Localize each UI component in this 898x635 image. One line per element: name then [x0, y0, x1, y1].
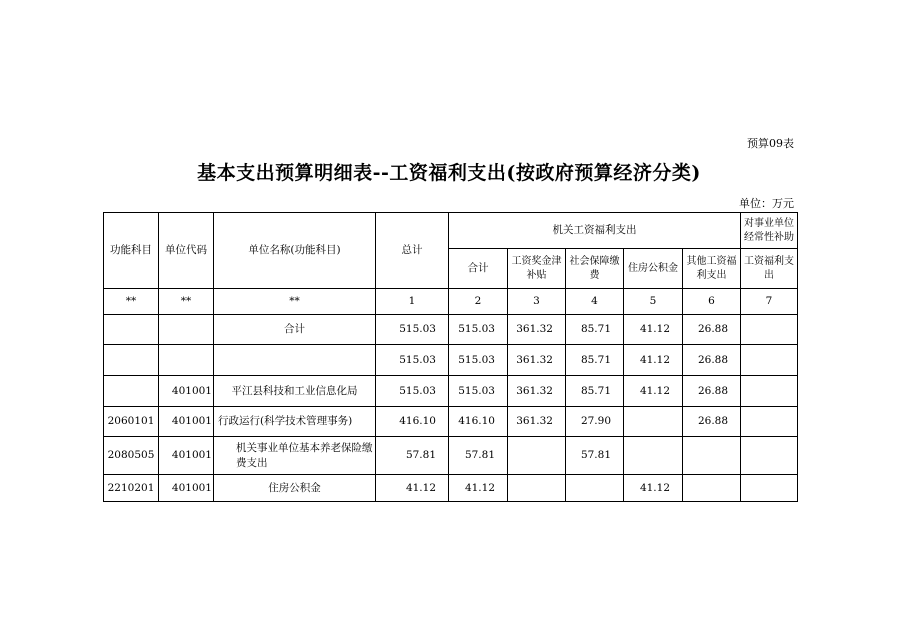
other-cell [683, 475, 741, 502]
func-subject-cell: 2210201 [104, 475, 159, 502]
document-title: 基本支出预算明细表--工资福利支出(按政府预算经济分类) [197, 162, 701, 184]
housing-cell: 41.12 [624, 376, 683, 407]
index-cell: 1 [376, 289, 449, 315]
unit-name-cell: 平江县科技和工业信息化局 [214, 376, 376, 407]
other-cell: 26.88 [683, 407, 741, 437]
unit-name-cell: 合计 [214, 315, 376, 345]
housing-cell [624, 407, 683, 437]
index-cell: 5 [624, 289, 683, 315]
col-header-total: 总计 [376, 213, 449, 289]
index-row [104, 289, 798, 315]
table-row [104, 437, 798, 475]
index-cell: ** [104, 289, 159, 315]
pub-cell [741, 376, 798, 407]
org-total-cell: 416.10 [449, 407, 508, 437]
col-header-org-welfare: 机关工资福利支出 [449, 213, 741, 249]
col-header-unit-name: 单位名称(功能科目) [214, 213, 376, 289]
salary-cell: 361.32 [508, 376, 566, 407]
salary-cell: 361.32 [508, 345, 566, 376]
total-cell: 515.03 [376, 315, 449, 345]
index-cell: 4 [566, 289, 624, 315]
unit-label: 单位：万元 [739, 197, 794, 210]
col-header-salary: 工资奖金津补贴 [508, 249, 566, 289]
func-subject-cell [104, 345, 159, 376]
org-total-cell: 515.03 [449, 376, 508, 407]
col-header-social-security: 社会保障缴费 [566, 249, 624, 289]
total-cell: 57.81 [376, 437, 449, 475]
func-subject-cell [104, 315, 159, 345]
index-cell: 3 [508, 289, 566, 315]
salary-cell [508, 437, 566, 475]
table-row [104, 315, 798, 345]
col-header-other-welfare: 其他工资福利支出 [683, 249, 741, 289]
salary-cell [508, 475, 566, 502]
total-cell: 515.03 [376, 345, 449, 376]
col-header-unit-code: 单位代码 [159, 213, 214, 289]
total-cell: 515.03 [376, 376, 449, 407]
table-row [104, 376, 798, 407]
other-cell: 26.88 [683, 315, 741, 345]
housing-cell: 41.12 [624, 315, 683, 345]
unit-name-cell: 住房公积金 [214, 475, 376, 502]
social-cell [566, 475, 624, 502]
table-row [104, 345, 798, 376]
unit-code-cell [159, 345, 214, 376]
unit-code-cell: 401001 [159, 475, 214, 502]
unit-code-cell: 401001 [159, 437, 214, 475]
other-cell: 26.88 [683, 345, 741, 376]
func-subject-cell: 2080505 [104, 437, 159, 475]
social-cell: 27.90 [566, 407, 624, 437]
housing-cell: 41.12 [624, 345, 683, 376]
col-header-public-subsidy: 对事业单位经常性补助 [741, 213, 798, 249]
social-cell: 85.71 [566, 315, 624, 345]
index-cell: 2 [449, 289, 508, 315]
pub-cell [741, 407, 798, 437]
form-id-label: 预算09表 [747, 137, 794, 150]
header-row-1 [104, 213, 798, 249]
org-total-cell: 57.81 [449, 437, 508, 475]
other-cell [683, 437, 741, 475]
index-cell: ** [159, 289, 214, 315]
pub-cell [741, 315, 798, 345]
col-header-func-subject: 功能科目 [104, 213, 159, 289]
func-subject-cell [104, 376, 159, 407]
total-cell: 41.12 [376, 475, 449, 502]
total-cell: 416.10 [376, 407, 449, 437]
salary-cell: 361.32 [508, 315, 566, 345]
social-cell: 57.81 [566, 437, 624, 475]
table-row [104, 475, 798, 502]
salary-cell: 361.32 [508, 407, 566, 437]
table-row [104, 407, 798, 437]
housing-cell [624, 437, 683, 475]
func-subject-cell: 2060101 [104, 407, 159, 437]
pub-cell [741, 345, 798, 376]
col-header-sub-total: 合计 [449, 249, 508, 289]
org-total-cell: 515.03 [449, 345, 508, 376]
unit-code-cell: 401001 [159, 407, 214, 437]
org-total-cell: 41.12 [449, 475, 508, 502]
unit-name-cell [214, 345, 376, 376]
index-cell: ** [214, 289, 376, 315]
unit-name-cell: 机关事业单位基本养老保险缴费支出 [214, 437, 376, 475]
social-cell: 85.71 [566, 345, 624, 376]
unit-code-cell [159, 315, 214, 345]
index-cell: 7 [741, 289, 798, 315]
col-header-housing-fund: 住房公积金 [624, 249, 683, 289]
pub-cell [741, 437, 798, 475]
unit-code-cell: 401001 [159, 376, 214, 407]
housing-cell: 41.12 [624, 475, 683, 502]
budget-table [103, 212, 798, 502]
unit-name-cell: 行政运行(科学技术管理事务) [214, 407, 376, 437]
pub-cell [741, 475, 798, 502]
social-cell: 85.71 [566, 376, 624, 407]
other-cell: 26.88 [683, 376, 741, 407]
org-total-cell: 515.03 [449, 315, 508, 345]
col-header-pub-salary: 工资福利支出 [741, 249, 798, 289]
index-cell: 6 [683, 289, 741, 315]
